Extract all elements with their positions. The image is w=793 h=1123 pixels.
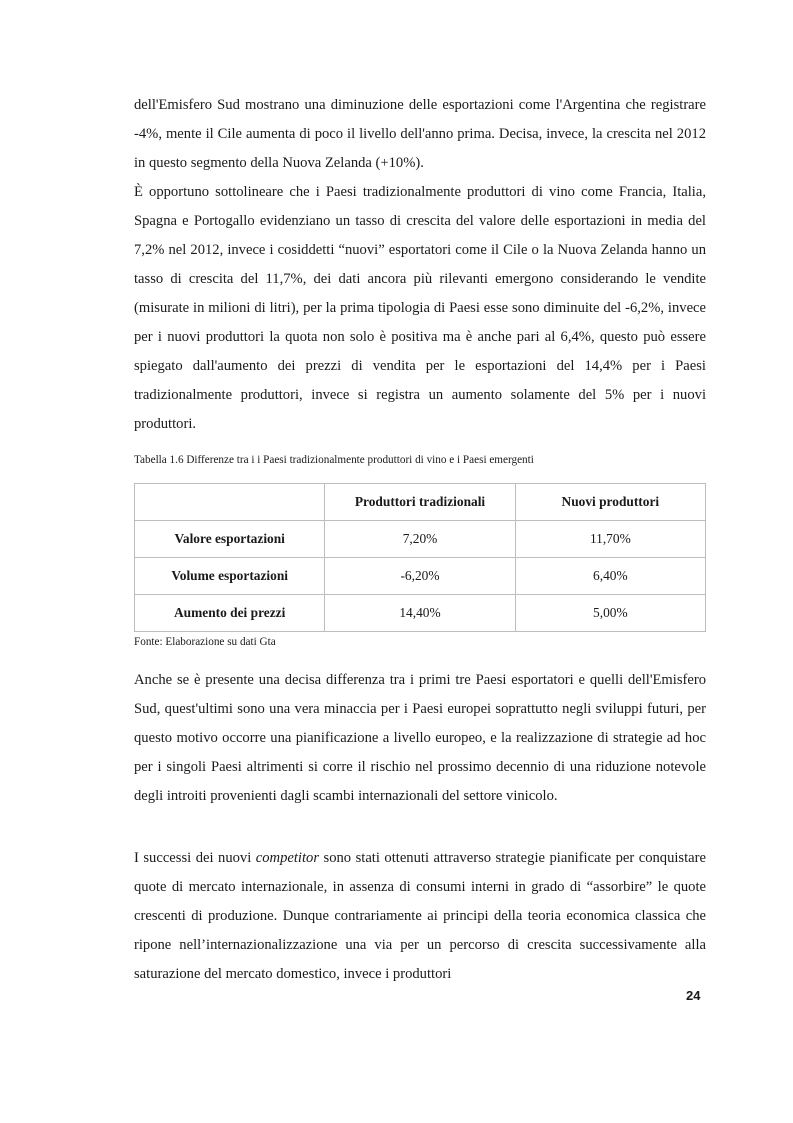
table-cell: 14,40% [325,595,515,632]
paragraph-2: È opportuno sottolineare che i Paesi tradizionalmente produttori di vino come Francia, Italia, Spagna e Portogallo evidenziano un tasso di crescita del valore delle esportazioni in media del 7,2% nel 2012, invece i cosiddetti “nuovi” esportatori come il Cile o la Nuova Zelanda hanno un tasso di crescita del 11,7%, dei dati ancora più rilevanti emergono considerando le vendite (misurate in milioni di litri), per la prima tipologia di Paesi esse sono diminuite del -6,2%, invece per i nuovi produttori la quota non solo è positiva ma è anche pari al 6,4%, questo può essere spiegato dall'aumento dei prezzi di vendita per le esportazioni del 14,4% per i Paesi tradizionalmente produttori, invece si registra un aumento solamente del 5% per i nuovi produttori. [134,184,706,432]
table-row-label: Aumento dei prezzi [135,595,325,632]
table-cell: 11,70% [515,521,705,558]
comparison-table [134,483,706,632]
page-number: 24 [686,988,701,1003]
table-cell: 5,00% [515,595,705,632]
table-row [135,558,706,595]
table-header-row [135,484,706,521]
table-header-cell: Nuovi produttori [515,484,705,521]
table-header-cell [135,484,325,521]
paragraph-3: Anche se è presente una decisa differenza tra i primi tre Paesi esportatori e quelli dell'Emisfero Sud, quest'ultimi sono una vera minaccia per i Paesi europei soprattutto negli sviluppi futuri, per questo motivo occorre una pianificazione a livello europeo, e la realizzazione di strategie ad hoc per i singoli Paesi altrimenti si corre il rischio nel prossimo decennio di una riduzione notevole degli introiti provenienti dagli scambi internazionali del settore vinicolo. [134,672,706,804]
paragraph-4-start: I successi dei nuovi [134,850,256,866]
table-row [135,595,706,632]
table-row-label: Volume esportazioni [135,558,325,595]
table-cell: 6,40% [515,558,705,595]
table-cell: -6,20% [325,558,515,595]
paragraph-4 [134,844,706,989]
table-header-cell: Produttori tradizionali [325,484,515,521]
paragraph-4-rest: sono stati ottenuti attraverso strategie pianificate per conquistare quote di mercato internazionale, in assenza di consumi interni in grado di “assorbire” le quote crescenti di produzione. Dunque contrariamente ai principi della teoria economica classica che ripone nell’internazionalizzazione una via per un percorso di crescita successivamente alla saturazione del mercato domestico, invece i produttori [134,850,706,982]
table-row [135,521,706,558]
table-caption: Tabella 1.6 Differenze tra i i Paesi tradizionalmente produttori di vino e i Paesi emergenti [134,454,534,466]
paragraph-1: dell'Emisfero Sud mostrano una diminuzione delle esportazioni come l'Argentina che registrare -4%, mente il Cile aumenta di poco il livello dell'anno prima. Decisa, invece, la crescita nel 2012 in questo segmento della Nuova Zelanda (+10%). [134,97,706,171]
table-source: Fonte: Elaborazione su dati Gta [134,636,276,648]
emphasized-term: competitor [255,850,320,866]
table-row-label: Valore esportazioni [135,521,325,558]
table-cell: 7,20% [325,521,515,558]
